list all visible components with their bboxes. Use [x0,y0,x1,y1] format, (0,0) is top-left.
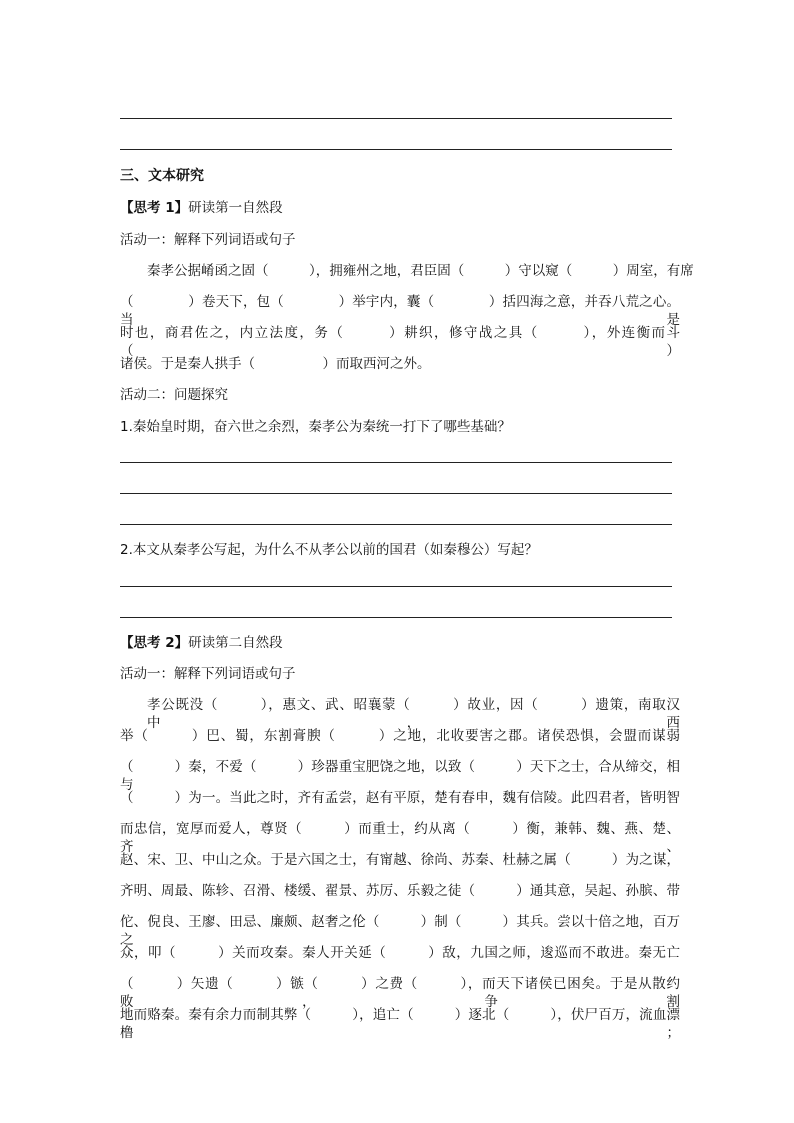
think1-para-line: 秦孝公据崤函之固（ ），拥雍州之地，君臣固（ ）守以窥（ ）周室，有席 [147,263,694,279]
think1-para-line: 诸侯。于是秦人拱手（ ）而取西河之外。 [120,356,431,372]
think1-heading [120,199,680,217]
question-1: 1.秦始皇时期，奋六世之余烈，秦孝公为秦统一打下了哪些基础？ [120,419,511,435]
think2-para-line: 赵、宋、卫、中山之众。于是六国之士，有甯越、徐尚、苏秦、杜赫之属（ ）为之谋， [120,852,680,868]
think1-activity2: 活动二：问题探究 [120,387,228,403]
answer-line [120,586,672,587]
heading-label: 【思考 2】 [120,635,189,651]
think1-para-line: （ ）卷天下，包（ ）举宇内，囊（ ）括四海之意，并吞八荒之心。当是 [120,294,680,328]
think2-heading [120,634,680,652]
section-title: 三、文本研究 [120,168,204,184]
answer-line [120,617,672,618]
think2-para-line: 佗、倪良、王廖、田忌、廉颇、赵奢之伦（ ）制（ ）其兵。尝以十倍之地，百万之 [120,914,680,948]
think1-activity1: 活动一：解释下列词语或句子 [120,232,296,248]
answer-line [120,118,672,119]
think1-para-line: 时也，商君佐之，内立法度，务（ ）耕织，修守战之具（ ），外连衡而斗（ ） [120,325,680,359]
answer-line [120,462,672,463]
heading-label: 【思考 1】 [120,200,189,216]
heading-text: 研读第二自然段 [188,635,283,651]
think2-para-line: 地而赂秦。秦有余力而制其弊（ ），追亡（ ）逐北（ ），伏尸百万，流血漂橹； [120,1007,680,1041]
heading-text: 研读第一自然段 [188,200,283,216]
think2-para-line: 而忠信，宽厚而爱人，尊贤（ ）而重士，约从离（ ）衡，兼韩、魏、燕、楚、齐、 [120,821,680,855]
question-2: 2.本文从秦孝公写起，为什么不从孝公以前的国君（如秦穆公）写起？ [120,542,538,558]
think2-para-line: （ ）矢遗（ ）镞（ ）之费（ ），而天下诸侯已困矣。于是从散约败，争割 [120,976,680,1010]
answer-line [120,493,672,494]
think2-para-line: 孝公既没（ ），惠文、武、昭襄蒙（ ）故业，因（ ）遗策，南取汉中，西 [147,697,680,731]
think2-activity1: 活动一：解释下列词语或句子 [120,666,296,682]
think2-para-line: （ ）秦，不爱（ ）珍器重宝肥饶之地，以致（ ）天下之士，合从缔交，相与 [120,759,680,793]
answer-line [120,149,672,150]
think2-para-line: 齐明、周最、陈轸、召滑、楼缓、翟景、苏厉、乐毅之徒（ ）通其意，吴起、孙膑、带 [120,883,680,899]
answer-line [120,524,672,525]
think2-para-line: 举（ ）巴、蜀，东割膏腴（ ）之地，北收要害之郡。诸侯恐惧，会盟而谋弱 [120,728,680,744]
think2-para-line: （ ）为一。当此之时，齐有孟尝，赵有平原，楚有春申，魏有信陵。此四君者，皆明智 [120,790,680,806]
think2-para-line: 众，叩（ ）关而攻秦。秦人开关延（ ）敌，九国之师，逡巡而不敢进。秦无亡 [120,945,680,961]
